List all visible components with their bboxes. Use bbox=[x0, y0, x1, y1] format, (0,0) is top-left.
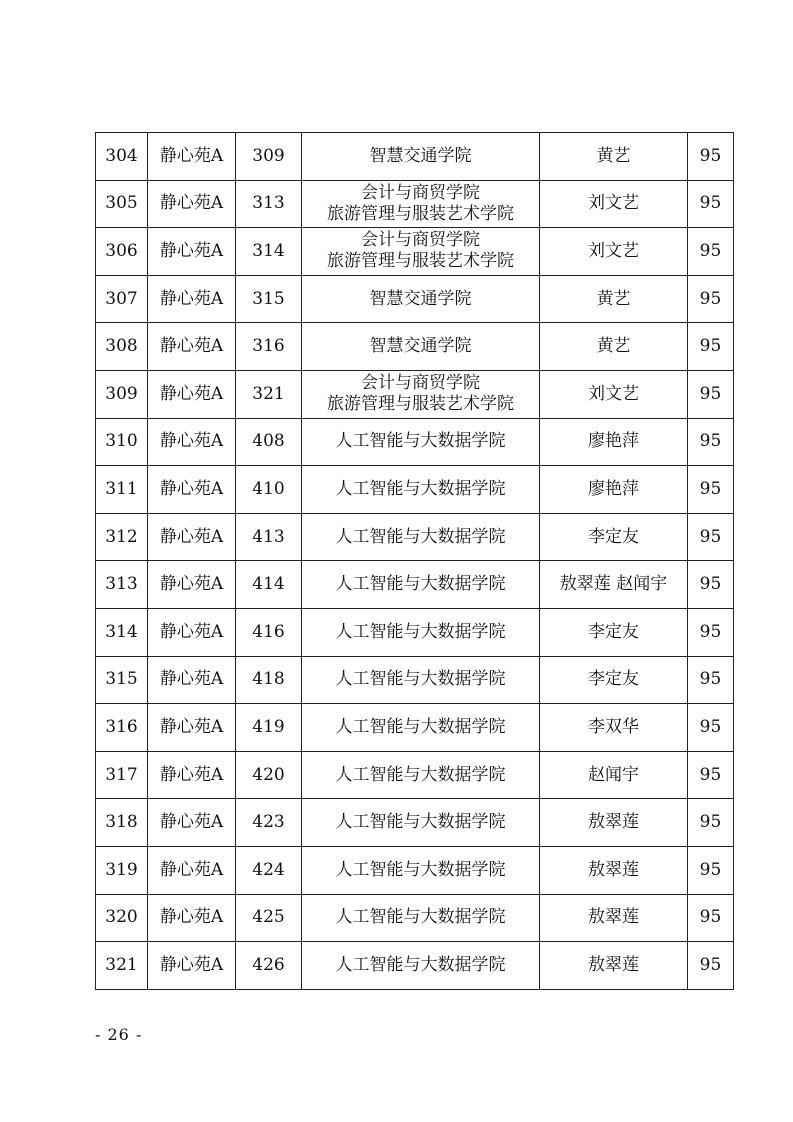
college-name: 人工智能与大数据学院 bbox=[335, 431, 506, 452]
table-row bbox=[96, 180, 734, 228]
college-name: 人工智能与大数据学院 bbox=[335, 907, 506, 928]
college-cell bbox=[302, 323, 540, 371]
teacher-cell: 敖翠莲 赵闻宇 bbox=[540, 561, 688, 609]
score-cell: 95 bbox=[688, 894, 734, 942]
building-cell: 静心苑A bbox=[148, 656, 236, 704]
building-cell: 静心苑A bbox=[148, 942, 236, 990]
teacher-cell: 敖翠莲 bbox=[540, 942, 688, 990]
row-number-cell: 312 bbox=[96, 513, 148, 561]
row-number-cell: 318 bbox=[96, 799, 148, 847]
teacher-cell: 廖艳萍 bbox=[540, 418, 688, 466]
building-cell: 静心苑A bbox=[148, 513, 236, 561]
table-row bbox=[96, 942, 734, 990]
college-cell bbox=[302, 418, 540, 466]
dormitory-score-table bbox=[95, 132, 734, 990]
score-cell: 95 bbox=[688, 513, 734, 561]
teacher-cell: 刘文艺 bbox=[540, 228, 688, 276]
teacher-cell: 刘文艺 bbox=[540, 370, 688, 418]
teacher-cell: 李定友 bbox=[540, 656, 688, 704]
college-name: 智慧交通学院 bbox=[369, 145, 472, 166]
teacher-cell: 敖翠莲 bbox=[540, 894, 688, 942]
college-name: 人工智能与大数据学院 bbox=[335, 574, 506, 595]
building-cell: 静心苑A bbox=[148, 370, 236, 418]
college-cell bbox=[302, 799, 540, 847]
row-number-cell: 309 bbox=[96, 370, 148, 418]
building-cell: 静心苑A bbox=[148, 799, 236, 847]
college-name: 智慧交通学院 bbox=[369, 336, 472, 357]
row-number-cell: 320 bbox=[96, 894, 148, 942]
building-cell: 静心苑A bbox=[148, 846, 236, 894]
building-cell: 静心苑A bbox=[148, 275, 236, 323]
college-name: 人工智能与大数据学院 bbox=[335, 621, 506, 642]
score-cell: 95 bbox=[688, 561, 734, 609]
room-cell: 309 bbox=[236, 133, 302, 181]
row-number-cell: 304 bbox=[96, 133, 148, 181]
table-row bbox=[96, 275, 734, 323]
room-cell: 408 bbox=[236, 418, 302, 466]
row-number-cell: 307 bbox=[96, 275, 148, 323]
room-cell: 416 bbox=[236, 608, 302, 656]
score-cell: 95 bbox=[688, 608, 734, 656]
college-cell bbox=[302, 846, 540, 894]
teacher-cell: 李定友 bbox=[540, 513, 688, 561]
college-cell bbox=[302, 466, 540, 514]
college-cell bbox=[302, 608, 540, 656]
score-cell: 95 bbox=[688, 133, 734, 181]
teacher-cell: 廖艳萍 bbox=[540, 466, 688, 514]
row-number-cell: 305 bbox=[96, 180, 148, 228]
room-cell: 313 bbox=[236, 180, 302, 228]
room-cell: 426 bbox=[236, 942, 302, 990]
room-cell: 315 bbox=[236, 275, 302, 323]
score-cell: 95 bbox=[688, 751, 734, 799]
building-cell: 静心苑A bbox=[148, 751, 236, 799]
row-number-cell: 316 bbox=[96, 704, 148, 752]
table-row bbox=[96, 894, 734, 942]
row-number-cell: 308 bbox=[96, 323, 148, 371]
teacher-cell: 刘文艺 bbox=[540, 180, 688, 228]
table-row bbox=[96, 561, 734, 609]
college-cell bbox=[302, 942, 540, 990]
college-cell bbox=[302, 513, 540, 561]
table-row bbox=[96, 799, 734, 847]
room-cell: 425 bbox=[236, 894, 302, 942]
score-cell: 95 bbox=[688, 370, 734, 418]
college-name: 会计与商贸学院 bbox=[361, 373, 480, 394]
score-cell: 95 bbox=[688, 656, 734, 704]
teacher-cell: 李双华 bbox=[540, 704, 688, 752]
college-name: 人工智能与大数据学院 bbox=[335, 859, 506, 880]
building-cell: 静心苑A bbox=[148, 228, 236, 276]
college-name: 人工智能与大数据学院 bbox=[335, 954, 506, 975]
building-cell: 静心苑A bbox=[148, 466, 236, 514]
college-cell bbox=[302, 275, 540, 323]
row-number-cell: 315 bbox=[96, 656, 148, 704]
room-cell: 419 bbox=[236, 704, 302, 752]
college-cell bbox=[302, 370, 540, 418]
room-cell: 413 bbox=[236, 513, 302, 561]
college-name: 旅游管理与服装艺术学院 bbox=[327, 394, 514, 415]
college-name: 智慧交通学院 bbox=[369, 288, 472, 309]
row-number-cell: 311 bbox=[96, 466, 148, 514]
college-cell bbox=[302, 751, 540, 799]
table-row bbox=[96, 466, 734, 514]
table-row bbox=[96, 370, 734, 418]
college-cell bbox=[302, 180, 540, 228]
score-cell: 95 bbox=[688, 704, 734, 752]
college-name: 旅游管理与服装艺术学院 bbox=[327, 203, 514, 224]
row-number-cell: 317 bbox=[96, 751, 148, 799]
teacher-cell: 敖翠莲 bbox=[540, 846, 688, 894]
college-name: 人工智能与大数据学院 bbox=[335, 478, 506, 499]
teacher-cell: 赵闻宇 bbox=[540, 751, 688, 799]
table-row bbox=[96, 513, 734, 561]
room-cell: 321 bbox=[236, 370, 302, 418]
table-row bbox=[96, 228, 734, 276]
teacher-cell: 李定友 bbox=[540, 608, 688, 656]
teacher-cell: 黄艺 bbox=[540, 323, 688, 371]
building-cell: 静心苑A bbox=[148, 133, 236, 181]
college-name: 会计与商贸学院 bbox=[361, 230, 480, 251]
building-cell: 静心苑A bbox=[148, 561, 236, 609]
building-cell: 静心苑A bbox=[148, 323, 236, 371]
table-row bbox=[96, 608, 734, 656]
score-cell: 95 bbox=[688, 323, 734, 371]
college-cell bbox=[302, 228, 540, 276]
score-cell: 95 bbox=[688, 846, 734, 894]
row-number-cell: 313 bbox=[96, 561, 148, 609]
room-cell: 314 bbox=[236, 228, 302, 276]
building-cell: 静心苑A bbox=[148, 418, 236, 466]
row-number-cell: 319 bbox=[96, 846, 148, 894]
row-number-cell: 306 bbox=[96, 228, 148, 276]
building-cell: 静心苑A bbox=[148, 704, 236, 752]
college-name: 人工智能与大数据学院 bbox=[335, 526, 506, 547]
college-cell bbox=[302, 704, 540, 752]
score-cell: 95 bbox=[688, 180, 734, 228]
college-cell bbox=[302, 894, 540, 942]
college-name: 人工智能与大数据学院 bbox=[335, 812, 506, 833]
college-name: 人工智能与大数据学院 bbox=[335, 764, 506, 785]
room-cell: 424 bbox=[236, 846, 302, 894]
building-cell: 静心苑A bbox=[148, 608, 236, 656]
college-cell bbox=[302, 656, 540, 704]
college-cell bbox=[302, 133, 540, 181]
college-name: 人工智能与大数据学院 bbox=[335, 716, 506, 737]
score-cell: 95 bbox=[688, 418, 734, 466]
page-number: - 26 - bbox=[95, 1025, 143, 1044]
college-cell bbox=[302, 561, 540, 609]
table-row bbox=[96, 418, 734, 466]
college-name: 会计与商贸学院 bbox=[361, 182, 480, 203]
row-number-cell: 321 bbox=[96, 942, 148, 990]
score-cell: 95 bbox=[688, 228, 734, 276]
teacher-cell: 敖翠莲 bbox=[540, 799, 688, 847]
score-cell: 95 bbox=[688, 466, 734, 514]
college-name: 旅游管理与服装艺术学院 bbox=[327, 251, 514, 272]
room-cell: 414 bbox=[236, 561, 302, 609]
room-cell: 410 bbox=[236, 466, 302, 514]
college-name: 人工智能与大数据学院 bbox=[335, 669, 506, 690]
score-cell: 95 bbox=[688, 275, 734, 323]
teacher-cell: 黄艺 bbox=[540, 133, 688, 181]
table-row bbox=[96, 323, 734, 371]
building-cell: 静心苑A bbox=[148, 894, 236, 942]
table-body bbox=[96, 133, 734, 990]
table-row bbox=[96, 704, 734, 752]
score-cell: 95 bbox=[688, 942, 734, 990]
room-cell: 420 bbox=[236, 751, 302, 799]
score-cell: 95 bbox=[688, 799, 734, 847]
table-row bbox=[96, 846, 734, 894]
teacher-cell: 黄艺 bbox=[540, 275, 688, 323]
table-row bbox=[96, 133, 734, 181]
building-cell: 静心苑A bbox=[148, 180, 236, 228]
room-cell: 316 bbox=[236, 323, 302, 371]
row-number-cell: 314 bbox=[96, 608, 148, 656]
room-cell: 418 bbox=[236, 656, 302, 704]
room-cell: 423 bbox=[236, 799, 302, 847]
table-row bbox=[96, 656, 734, 704]
row-number-cell: 310 bbox=[96, 418, 148, 466]
table-row bbox=[96, 751, 734, 799]
